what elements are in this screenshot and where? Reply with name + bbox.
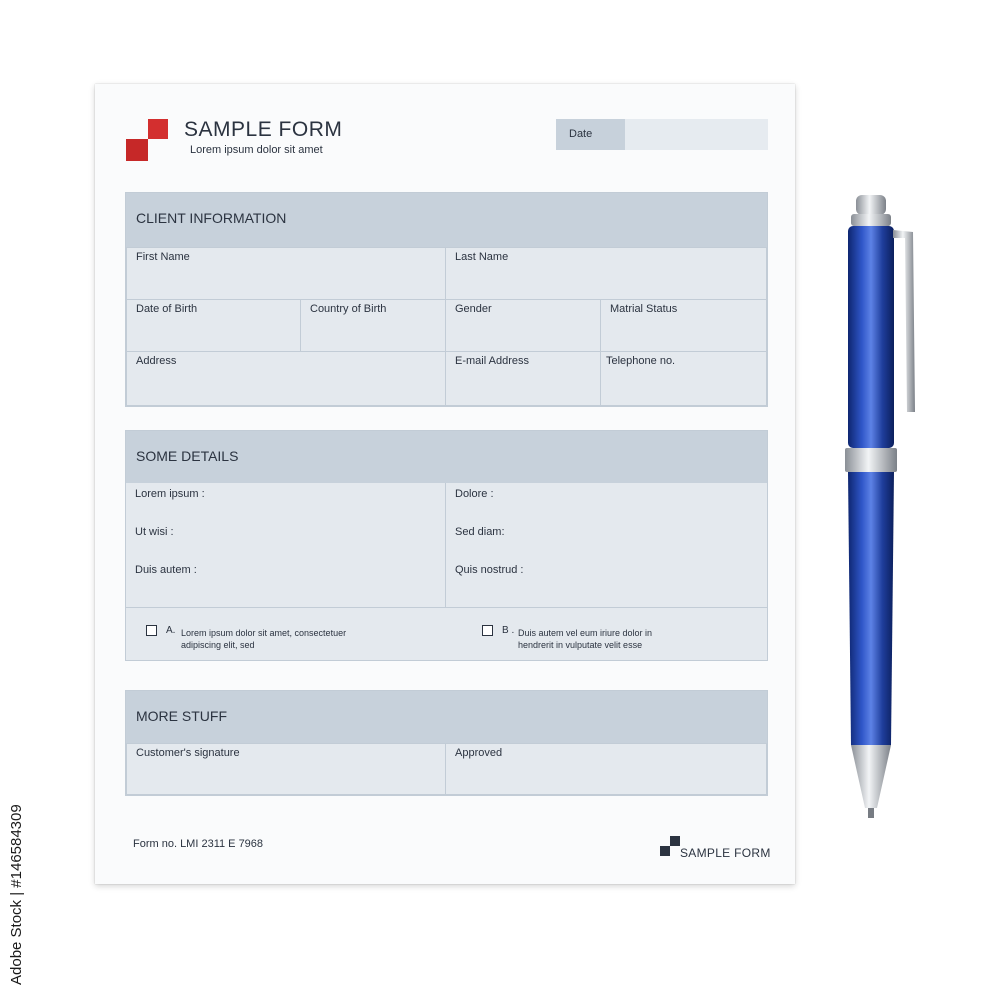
marital-status-field[interactable]: Matrial Status [600,299,767,352]
form-subtitle: Lorem ipsum dolor sit amet [190,144,323,156]
client-information-section [125,192,768,407]
option-b-text [518,627,738,651]
option-b-line-2: hendrerit in vulputate velit esse [518,640,643,650]
email-field[interactable]: E-mail Address [445,351,601,406]
form-logo [126,119,168,161]
some-details-section [125,430,768,661]
detail-quis-nostrud[interactable]: Quis nostrud : [455,564,524,576]
last-name-field[interactable]: Last Name [445,247,767,300]
pen-center-band [845,448,897,472]
customer-signature-field[interactable]: Customer's signature [126,743,446,795]
option-b-checkbox[interactable] [482,625,493,636]
option-a-letter: A. [166,625,176,636]
option-a-text [181,627,401,651]
detail-duis-autem[interactable]: Duis autem : [135,564,197,576]
approved-field[interactable]: Approved [445,743,767,795]
footer-logo-square-bottom [660,846,670,856]
detail-ut-wisi[interactable]: Ut wisi : [135,526,174,538]
pen-cone [851,745,891,808]
detail-dolore[interactable]: Dolore : [455,488,494,500]
first-name-field[interactable]: First Name [126,247,446,300]
more-stuff-section [125,690,768,796]
some-details-heading: SOME DETAILS [126,431,767,483]
pen-icon [835,190,925,830]
pen-upper-barrel [848,226,894,448]
details-divider [445,483,446,607]
footer-logo-square-top [670,836,680,846]
telephone-field[interactable]: Telephone no. [600,351,767,406]
date-of-birth-field[interactable]: Date of Birth [126,299,301,352]
form-sheet [95,84,795,884]
address-field[interactable]: Address [126,351,446,406]
footer-brand: SAMPLE FORM [680,846,771,860]
stock-watermark: Adobe Stock | #146584309 [8,804,25,985]
pen-button [856,195,886,215]
country-of-birth-field[interactable]: Country of Birth [300,299,446,352]
option-a-checkbox[interactable] [146,625,157,636]
logo-square-top [148,119,168,139]
footer-logo [660,836,680,856]
details-separator [126,607,767,608]
pen-lower-barrel [848,472,894,745]
option-b-line-1: Duis autem vel eum iriure dolor in [518,628,653,638]
pen-clip [893,230,915,412]
form-number: Form no. LMI 2311 E 7968 [133,838,264,850]
more-stuff-heading: MORE STUFF [126,691,767,743]
form-title: SAMPLE FORM [184,118,343,141]
date-label: Date [556,119,625,150]
date-field[interactable] [556,119,768,150]
client-information-heading: CLIENT INFORMATION [126,193,767,247]
option-b-letter: B . [502,625,515,636]
option-a-line-2: adipiscing elit, sed [181,640,255,650]
detail-sed-diam[interactable]: Sed diam: [455,526,505,538]
logo-square-bottom [126,139,148,161]
gender-field[interactable]: Gender [445,299,601,352]
pen-top-ring [851,214,891,226]
option-a-line-1: Lorem ipsum dolor sit amet, consectetuer [181,628,347,638]
detail-lorem-ipsum[interactable]: Lorem ipsum : [135,488,205,500]
pen-tip [868,808,874,818]
